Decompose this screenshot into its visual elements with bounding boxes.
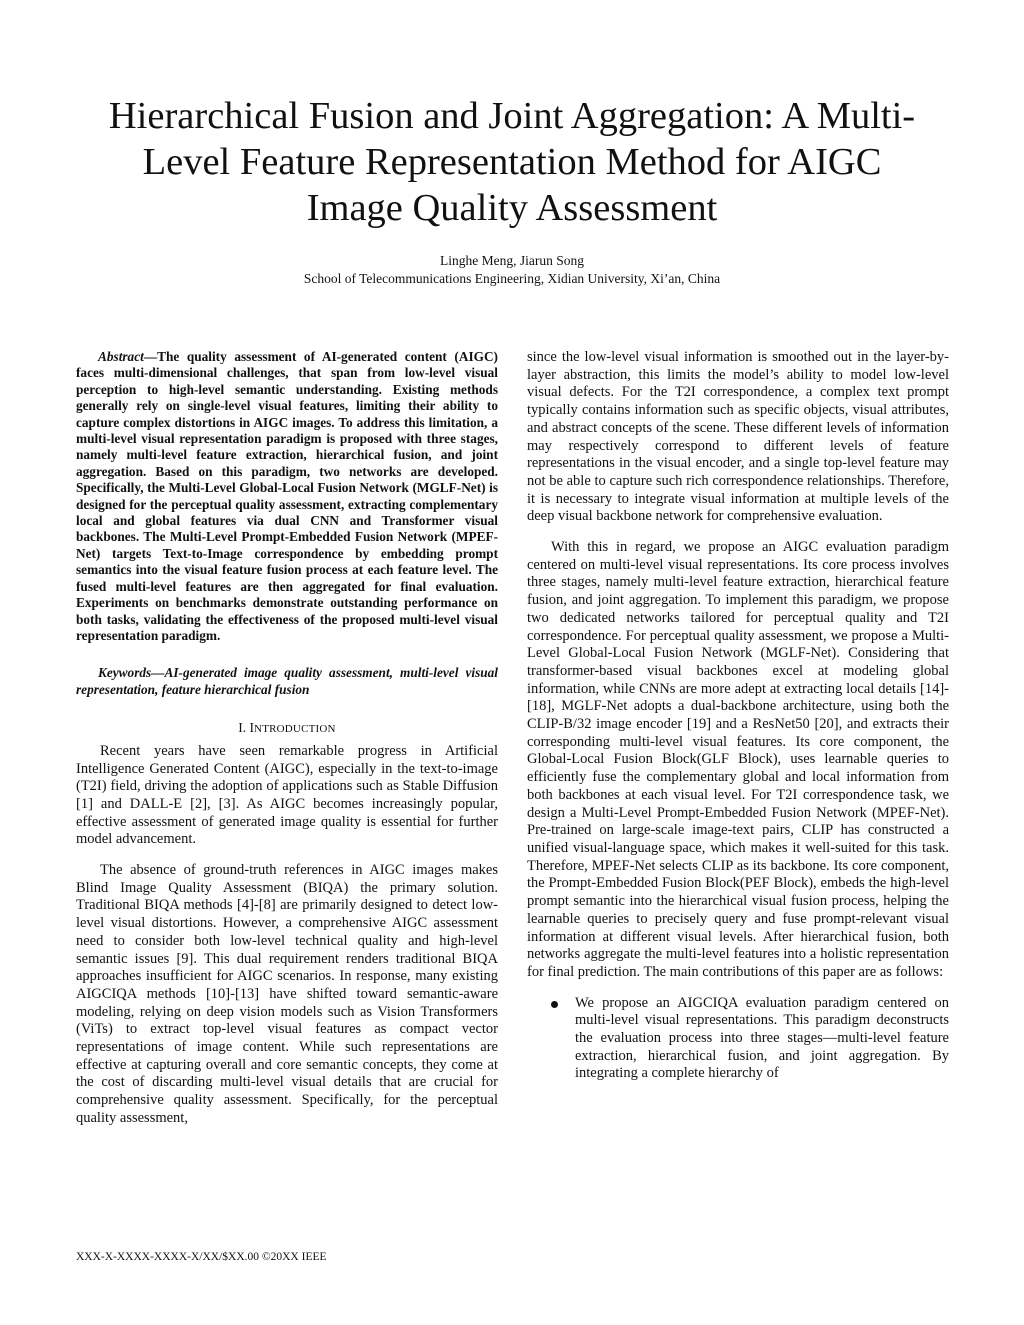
affiliation: School of Telecommunications Engineering, Xidian University, Xi’an, China xyxy=(303,271,721,286)
contribution-bullet-text: We propose an AIGCIQA evaluation paradigm centered on multi-level visual representations. This paradigm deconstructs the evaluation process into three stages—multi-level feature extraction, hierarchical fusion, and joint aggregation. By integrating a complete hierarchy of xyxy=(575,994,949,1082)
bullet-dot-icon xyxy=(551,1001,558,1008)
section-title-rest: NTRODUCTION xyxy=(254,723,336,736)
left-column xyxy=(76,349,498,1128)
abstract xyxy=(76,349,498,644)
right-paragraph-1: since the low-level visual information is smoothed out in the layer-by-layer abstraction, this limits the model’s ability to model low-level visual defects. For the T2I correspondence, a complex text prompt typically contains information such as specific objects, visual attributes, and abstract concepts of the scene. These different levels of information may respectively correspond to different levels of feature representations in the visual encoder, and a single top-level feature may not be able to capture such rich correspondence relationships. Therefore, it is necessary to integrate visual information at multiple levels of the deep visual backbone network for comprehensive evaluation. xyxy=(527,349,949,525)
section-heading-introduction xyxy=(76,719,498,739)
intro-paragraph-1: Recent years have seen remarkable progress in Artificial Intelligence Generated Content (AIGC), especially in the text-to-image (T2I) field, driving the adoption of applications such as Stable Diffusion [1] and DALL-E [2], [3]. As AIGC becomes increasingly popular, effective assessment of generated image quality is essential for further model advancement. xyxy=(76,742,498,848)
title-line: Image Quality Assessment xyxy=(306,187,718,229)
contribution-bullet xyxy=(527,995,949,1084)
title-line: Level Feature Representation Method for AIGC xyxy=(142,141,882,183)
authors: Linghe Meng, Jiarun Song xyxy=(440,253,584,268)
title-line: Hierarchical Fusion and Joint Aggregation: A Multi- xyxy=(108,95,916,137)
abstract-label: Abstract xyxy=(98,349,144,364)
section-number: I. xyxy=(238,720,247,736)
keywords: Keywords—AI-generated image quality assessment, multi-level visual representation, feature hierarchical fusion xyxy=(76,665,498,697)
abstract-text: —The quality assessment of AI-generated content (AIGC) faces multi-dimensional challenges, that span from low-level visual perception to high-level semantic understanding. Existing methods generally rely on single-level visual features, limiting their ability to capture complex distortions in AIGC images. To address this limitation, a multi-level visual representation paradigm is proposed with three stages, namely multi-level feature extraction, hierarchical fusion, and joint aggregation. Based on this paradigm, two networks are developed. Specifically, the Multi-Level Global-Local Fusion Network (MGLF-Net) is designed for the perceptual quality assessment, extracting complementary local and global features via dual CNN and Transformer visual backbones. The Multi-Level Prompt-Embedded Fusion Network (MPEF-Net) targets Text-to-Image correspondence by embedding prompt semantics into the visual feature fusion process at each feature level. The fused multi-level features are then aggregated for final evaluation. Experiments on benchmarks demonstrate outstanding performance on both tasks, validating the effectiveness of the proposed multi-level visual representation paradigm. xyxy=(76,349,498,643)
right-paragraph-2: With this in regard, we propose an AIGC evaluation paradigm centered on multi-level visual representations. Its core process involves three stages, namely multi-level feature extraction, hierarchical feature fusion, and joint aggregation. To implement this paradigm, we propose two dedicated networks tailored for perceptual quality and T2I correspondence. For perceptual quality assessment, we propose a Multi-Level Global-Local Fusion Network (MGLF-Net). Considering that transformer-based visual backbones excel at modeling global information, while CNNs are more adept at extracting local details [14]-[18], MGLF-Net adopts a dual-backbone architecture, using both the CLIP-B/32 image encoder [19] and a ResNet50 [20], and extracts their corresponding multi-level visual features. Its core component, the Global-Local Fusion Block(GLF Block), uses learnable queries to efficiently fuse the complementary global and local information from both backbones at each visual level. For T2I correspondence task, we design a Multi-Level Prompt-Embedded Fusion Network (MPEF-Net). Pre-trained on large-scale image-text pairs, CLIP has constructed a unified visual-language space, which makes it well-suited for this task. Therefore, MPEF-Net selects CLIP as its backbone. Its core component, the Prompt-Embedded Fusion Block(PEF Block), embeds the high-level prompt semantic into the hierarchical visual fusion process, helping the learnable queries to precisely query and fuse prompt-relevant visual information at different visual levels. After hierarchical fusion, both networks aggregate the multi-level features into a holistic representation for final prediction. The main contributions of this paper are as follows: xyxy=(527,539,949,980)
section-title-initial: I xyxy=(249,720,255,736)
copyright-footer: XXX-X-XXXX-XXXX-X/XX/$XX.00 ©20XX IEEE xyxy=(76,1251,327,1263)
paper-title xyxy=(60,93,964,231)
intro-paragraph-2: The absence of ground-truth references in AIGC images makes Blind Image Quality Assessment (BIQA) the primary solution. Traditional BIQA methods [4]-[8] are primarily designed to detect low-level visual distortions. However, a comprehensive AIGC assessment need to consider both low-level technical quality and high-level semantic issues [9]. This dual requirement renders traditional BIQA approaches insufficient for AIGC scenarios. In response, many existing AIGCIQA methods [10]-[13] have shifted toward semantic-aware modeling, relying on deep vision models such as Vision Transformers (ViTs) to extract top-level visual features as compact vector representations of image content. While such representations are effective at capturing overall and core semantic concepts, they come at the cost of discarding multi-level visual details that are crucial for comprehensive quality assessment. Specifically, for the perceptual quality assessment, xyxy=(76,862,498,1126)
right-column xyxy=(527,349,949,1083)
